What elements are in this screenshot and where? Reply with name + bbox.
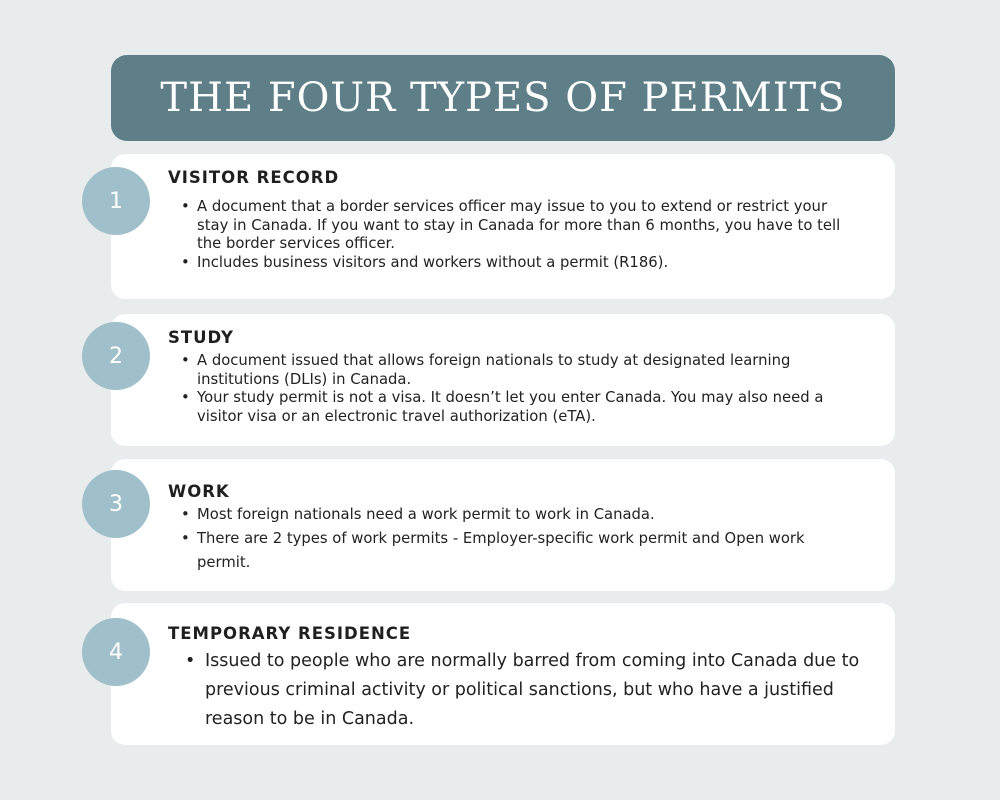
number-badge: 1 xyxy=(82,167,150,235)
list-item: • A document issued that allows foreign nationals to study at designated learning institutions (DLIs) in Canada. xyxy=(179,352,859,389)
page-title: THE FOUR TYPES OF PERMITS xyxy=(160,75,846,121)
list-item: • Most foreign nationals need a work permit to work in Canada. xyxy=(179,503,819,527)
list-item: • A document that a border services officer may issue to you to extend or restrict your stay in Canada. If you want to stay in Canada for more than 6 months, you have to tell the border services officer. xyxy=(179,198,859,254)
list-item: • There are 2 types of work permits - Employer-specific work permit and Open work permit. xyxy=(179,527,819,575)
section-heading: WORK xyxy=(168,482,230,501)
section-heading: STUDY xyxy=(168,328,234,347)
permit-card-visitor-record xyxy=(111,154,895,299)
number-badge: 2 xyxy=(82,322,150,390)
bullet-list xyxy=(179,352,859,426)
permit-card-work xyxy=(111,459,895,591)
section-heading: TEMPORARY RESIDENCE xyxy=(168,624,412,643)
title-banner xyxy=(111,55,895,141)
number-badge: 3 xyxy=(82,470,150,538)
number-badge: 4 xyxy=(82,618,150,686)
permit-card-temporary-residence xyxy=(111,603,895,745)
section-heading: VISITOR RECORD xyxy=(168,168,340,187)
bullet-list xyxy=(179,198,859,272)
list-item: • Your study permit is not a visa. It doesn’t let you enter Canada. You may also need a visitor visa or an electronic travel authorization (eTA). xyxy=(179,389,859,426)
permit-card-study xyxy=(111,314,895,446)
list-item: • Issued to people who are normally barred from coming into Canada due to previous criminal activity or political sanctions, but who have a justified reason to be in Canada. xyxy=(183,647,863,734)
bullet-list xyxy=(183,647,863,734)
bullet-list xyxy=(179,503,819,575)
list-item: • Includes business visitors and workers without a permit (R186). xyxy=(179,254,859,273)
